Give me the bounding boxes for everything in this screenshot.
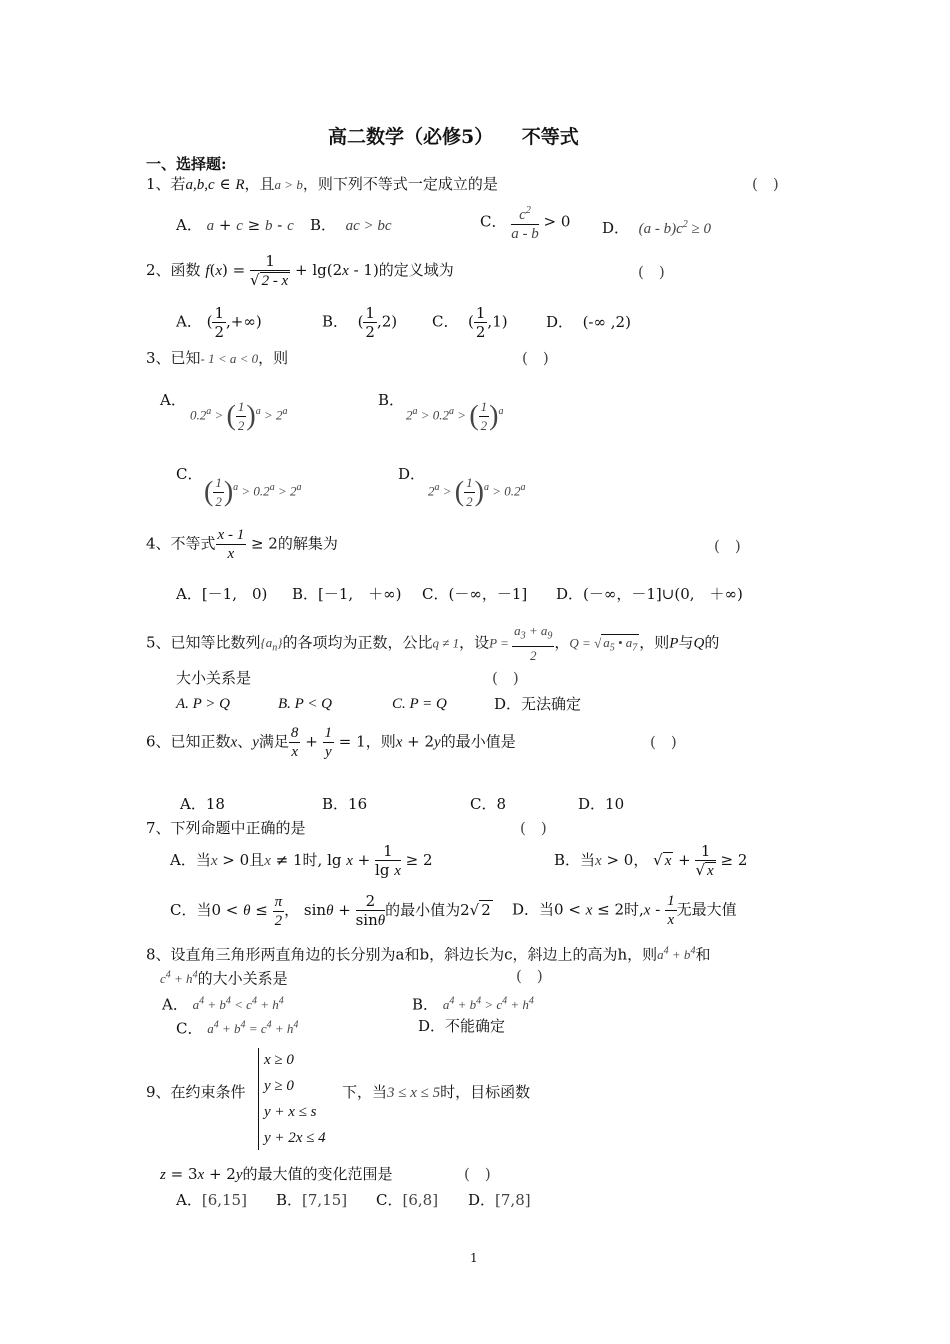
q8-answer-paren: ( ) <box>516 967 543 985</box>
q4-option-a: A．[－1, 0) <box>176 585 268 603</box>
q9-option-d: D．[7,8] <box>468 1191 531 1209</box>
q4-stem: 4、不等式 $\frac{x - 1}{x}$ ≥ 2的解集为 <box>146 527 338 562</box>
q1-option-b: B． ac > bc <box>310 216 392 234</box>
q2-option-a: A． ( $\frac{1}{2}$ ,+∞) <box>176 304 262 341</box>
q4-option-d: D．(－∞，－1]∪(0, ＋∞) <box>556 585 743 603</box>
q3-stem: 3、已知- 1 < a < 0，则 <box>146 349 289 367</box>
q5-stem-line2: 大小关系是 <box>176 669 252 687</box>
q7-option-c: C．当0 < θ ≤ $\frac{\pi}{2}$ ， sinθ + $\frac{2}{\sin\theta}$ 的最小值为2√ 2 <box>170 892 491 929</box>
q1-option-d: D． $(a - b)c^2 \ge 0$ <box>602 219 711 237</box>
q4-option-c: C．(－∞，－1] <box>422 585 528 603</box>
constraint-brace <box>258 1048 259 1150</box>
q1-answer-paren: ( ) <box>752 175 779 193</box>
q4-answer-paren: ( ) <box>714 537 741 555</box>
q2-option-b: B． ( $\frac{1}{2}$ ,2) <box>322 304 398 341</box>
q8-stem: 8、设直角三角形两直角边的长分别为a和b，斜边长为c，斜边上的高为h，则$a^4 + b^4$和 <box>146 945 711 964</box>
q3-option-b: B． <box>378 391 405 409</box>
constraint-3: y + x ≤ s <box>264 1104 317 1120</box>
page-title: 高二数学（必修5） 不等式 <box>328 126 579 148</box>
q9-option-a: A．[6,15] <box>176 1191 247 1209</box>
q7-option-b: B．当x > 0， √ x + $\frac{1}{√ x}$ ≥ 2 <box>554 842 748 879</box>
q1-option-c: C． $\frac{c^2}{a - b}$ > 0 <box>480 202 570 243</box>
q2-answer-paren: ( ) <box>638 263 665 281</box>
q7-answer-paren: ( ) <box>520 819 547 837</box>
section-heading: 一、选择题: <box>146 155 227 173</box>
q3-option-d-expr: $2^a$ > ( $\frac{1}{2}$ )$^a$ > 0.2$^a$ <box>428 474 526 509</box>
q3-option-c: C． <box>176 465 203 483</box>
q9-option-c: C．[6,8] <box>376 1191 439 1209</box>
q5-option-b: B. P < Q <box>278 696 333 712</box>
q4-option-b: B．[－1, ＋∞) <box>292 585 402 603</box>
q6-option-a: A．18 <box>180 795 225 813</box>
q3-option-b-expr: $2^a > 0.2^a$ > ( $\frac{1}{2}$ )$^a$ <box>406 398 504 433</box>
q7-option-a: A．当x > 0且x ≠ 1时, lg x + $\frac{1}{\text{lg x}}$ ≥ 2 <box>170 842 433 879</box>
q6-answer-paren: ( ) <box>650 733 677 751</box>
q8-option-c: C． $a^4 + b^4 = c^4 + h^4$ <box>176 1019 299 1038</box>
q6-option-b: B．16 <box>322 795 368 813</box>
q3-option-a-expr: 0.2$^a$ > ( $\frac{1}{2}$ )$^a > 2^a$ <box>190 398 288 433</box>
q5-option-c: C. P = Q <box>392 696 447 712</box>
constraint-2: y ≥ 0 <box>264 1078 294 1094</box>
q6-stem: 6、已知正数x、y满足 $\frac{8}{x}$ + $\frac{1}{y}$ = 1，则x + 2y的最小值是 <box>146 725 516 760</box>
q3-answer-paren: ( ) <box>522 349 549 367</box>
q2-option-d: D． (-∞ ,2) <box>546 313 631 331</box>
q1-option-a: A． a + c ≥ b - c <box>176 216 294 234</box>
constraint-1: x ≥ 0 <box>264 1052 294 1068</box>
q3-option-d: D． <box>398 465 426 483</box>
constraint-4: y + 2x ≤ 4 <box>264 1130 326 1146</box>
q3-option-c-expr: ( $\frac{1}{2}$ )$^a > 0.2^a > 2^a$ <box>204 474 302 509</box>
q9-stem-b: 下，当3 ≤ x ≤ 5时，目标函数 <box>342 1083 531 1101</box>
q8-stem-line2: $c^4 + h^4$的大小关系是 <box>160 969 288 988</box>
q9-stem-a: 9、在约束条件 <box>146 1083 246 1101</box>
q9-answer-paren: ( ) <box>464 1165 491 1183</box>
q1-stem: 1、若a,b,c ∈ R，且a > b，则下列不等式一定成立的是 <box>146 175 498 193</box>
q2-option-c: C． ( $\frac{1}{2}$ ,1) <box>432 304 508 341</box>
page-number: 1 <box>470 1251 478 1265</box>
q5-stem: 5、已知等比数列$\{a_n\}$的各项均为正数，公比q ≠ 1，设P = $\frac{a_3 + a_9}{2}$ ，Q = √ $a_5$ • $a_7$ ，则P与Q的 <box>146 623 720 663</box>
q9-stem-line2: z = 3x + 2y的最大值的变化范围是 <box>160 1165 393 1183</box>
q5-option-a: A. P > Q <box>176 696 231 712</box>
q6-option-c: C．8 <box>470 795 507 813</box>
q9-option-b: B．[7,15] <box>276 1191 348 1209</box>
q3-option-a: A． <box>160 391 186 409</box>
q8-option-d: D．不能确定 <box>418 1017 506 1035</box>
q2-stem: 2、函数 f(x) = $\frac{1}{√ 2 - x}$ + lg(2x - 1)的定义域为 <box>146 252 454 289</box>
q7-stem: 7、下列命题中正确的是 <box>146 819 306 837</box>
q6-option-d: D．10 <box>578 795 625 813</box>
q8-option-b: B． $a^4 + b^4 > c^4 + h^4$ <box>412 995 534 1014</box>
q5-option-d: D．无法确定 <box>494 695 582 713</box>
q7-option-d: D．当0 < x ≤ 2时,x - $\frac{1}{x}$ 无最大值 <box>512 893 737 928</box>
q5-answer-paren: ( ) <box>492 669 519 687</box>
q8-option-a: A． $a^4 + b^4 < c^4 + h^4$ <box>162 995 284 1014</box>
